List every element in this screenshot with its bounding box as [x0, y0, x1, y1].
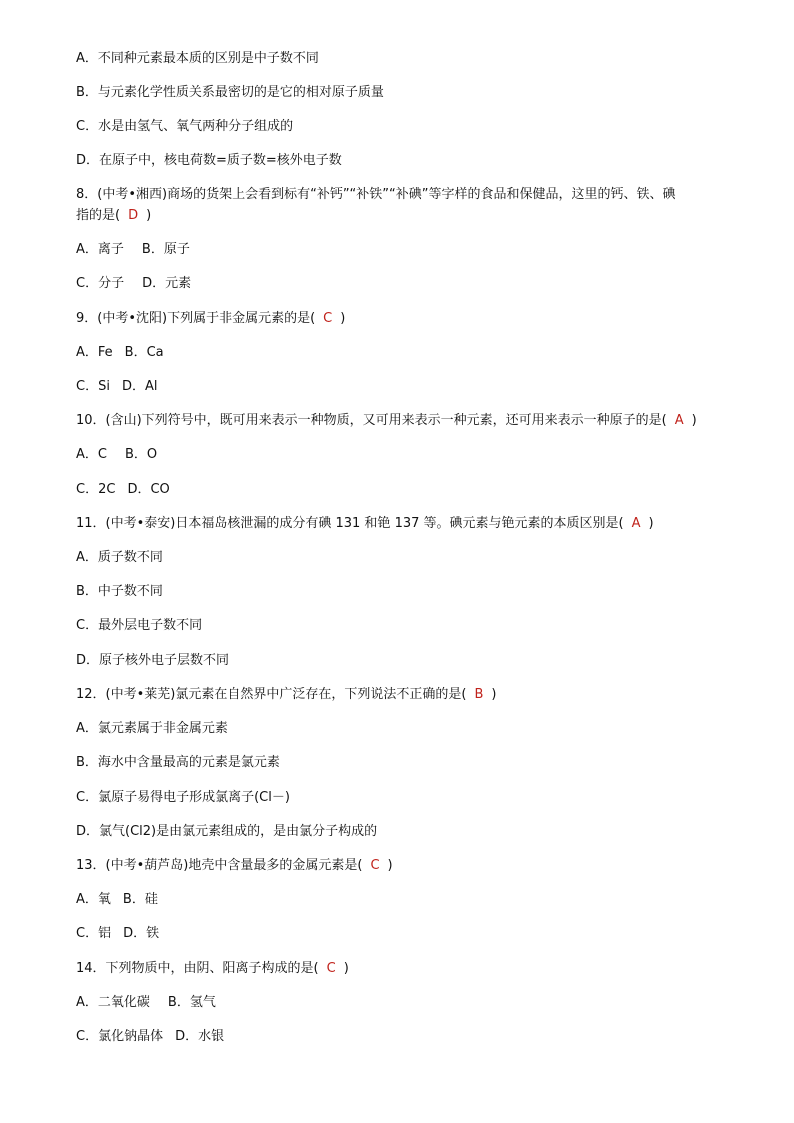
q14-stem	[76, 960, 349, 978]
q8-stem-line2	[76, 207, 151, 225]
q10-options-row2	[76, 481, 170, 499]
q13-option-b: B．硅	[122, 892, 158, 907]
q11-option-c: C．最外层电子数不同	[76, 618, 203, 633]
q10-answer: A	[674, 413, 684, 428]
q11-answer: A	[631, 516, 641, 531]
q13-option-c: C．铝	[76, 926, 112, 941]
q12-stem	[76, 686, 496, 704]
q7-option-c: C．水是由氢气、氧气两种分子组成的	[76, 119, 294, 134]
q11-option-d: D．原子核外电子层数不同	[76, 653, 230, 668]
q9-stem-pre: 9．(中考•沈阳)下列属于非金属元素的是(	[76, 311, 316, 326]
q11-stem	[76, 515, 654, 533]
q8-answer: D	[128, 208, 139, 223]
q9-stem	[76, 310, 345, 328]
q10-option-a: A．C	[76, 447, 107, 462]
q11-option-b: B．中子数不同	[76, 584, 163, 599]
q9-option-a: A．Fe	[76, 345, 113, 360]
q8-options-row2	[76, 275, 191, 293]
q10-option-c: C．2C	[76, 482, 116, 497]
q8-options-row1	[76, 241, 190, 259]
q14-options-row1	[76, 994, 216, 1012]
q9-options-row1	[76, 344, 164, 362]
q14-option-a: A．二氧化碳	[76, 995, 150, 1010]
q8-option-d: D．元素	[142, 276, 192, 291]
q14-option-b: B．氢气	[167, 995, 216, 1010]
q13-close: )	[387, 858, 393, 873]
q14-option-d: D．水银	[175, 1029, 225, 1044]
q10-option-d: D．CO	[127, 482, 170, 497]
q13-option-d: D．铁	[123, 926, 160, 941]
q12-option-b: B．海水中含量最高的元素是氯元素	[76, 755, 280, 770]
q13-stem	[76, 857, 393, 875]
q11-option-a: A．质子数不同	[76, 550, 163, 565]
q9-close: )	[340, 311, 346, 326]
q9-options-row2	[76, 378, 157, 396]
q12-close: )	[491, 687, 497, 702]
q8-option-b: B．原子	[141, 242, 190, 257]
q12-option-d: D．氯气(Cl2)是由氯元素组成的，是由氯分子构成的	[76, 824, 378, 839]
q7-option-d: D．在原子中，核电荷数=质子数=核外电子数	[76, 153, 342, 168]
q14-options-row2	[76, 1028, 224, 1046]
q13-stem-pre: 13．(中考•葫芦岛)地壳中含量最多的金属元素是(	[76, 858, 363, 873]
q9-answer: C	[323, 311, 333, 326]
q13-options-row2	[76, 925, 159, 943]
q10-options-row1	[76, 446, 157, 464]
q7-option-b: B．与元素化学性质关系最密切的是它的相对原子质量	[76, 85, 384, 100]
q11-stem-pre: 11．(中考•泰安)日本福岛核泄漏的成分有碘 131 和铯 137 等。碘元素与铯元素的本质区别是(	[76, 516, 624, 531]
q12-option-a: A．氯元素属于非金属元素	[76, 721, 228, 736]
q10-option-b: B．O	[124, 447, 158, 462]
q9-option-c: C．Si	[76, 379, 110, 394]
q10-close: )	[691, 413, 697, 428]
q13-option-a: A．氧	[76, 892, 111, 907]
q8-stem-line1: 8．(中考•湘西)商场的货架上会看到标有“补钙”“补铁”“补碘”等字样的食品和保健品，这里的钙、铁、碘	[76, 187, 676, 202]
q14-option-c: C．氯化钠晶体	[76, 1029, 164, 1044]
q14-close: )	[343, 961, 349, 976]
q8-option-a: A．离子	[76, 242, 124, 257]
q10-stem	[76, 412, 697, 430]
q14-answer: C	[326, 961, 336, 976]
q8-close: )	[146, 208, 152, 223]
q12-answer: B	[474, 687, 484, 702]
q10-stem-pre: 10．(含山)下列符号中，既可用来表示一种物质，又可用来表示一种元素，还可用来表示一种原子的是(	[76, 413, 667, 428]
q13-options-row1	[76, 891, 158, 909]
q12-stem-pre: 12．(中考•莱芜)氯元素在自然界中广泛存在，下列说法不正确的是(	[76, 687, 467, 702]
q13-answer: C	[370, 858, 380, 873]
q7-option-a: A．不同种元素最本质的区别是中子数不同	[76, 51, 319, 66]
q9-option-d: D．Al	[121, 379, 158, 394]
q8-stem-pre: 指的是(	[76, 208, 121, 223]
q12-option-c: C．氯原子易得电子形成氯离子(Cl－)	[76, 790, 290, 805]
q8-option-c: C．分子	[76, 276, 125, 291]
q14-stem-pre: 14．下列物质中，由阴、阳离子构成的是(	[76, 961, 319, 976]
q11-close: )	[648, 516, 654, 531]
q9-option-b: B．Ca	[124, 345, 164, 360]
